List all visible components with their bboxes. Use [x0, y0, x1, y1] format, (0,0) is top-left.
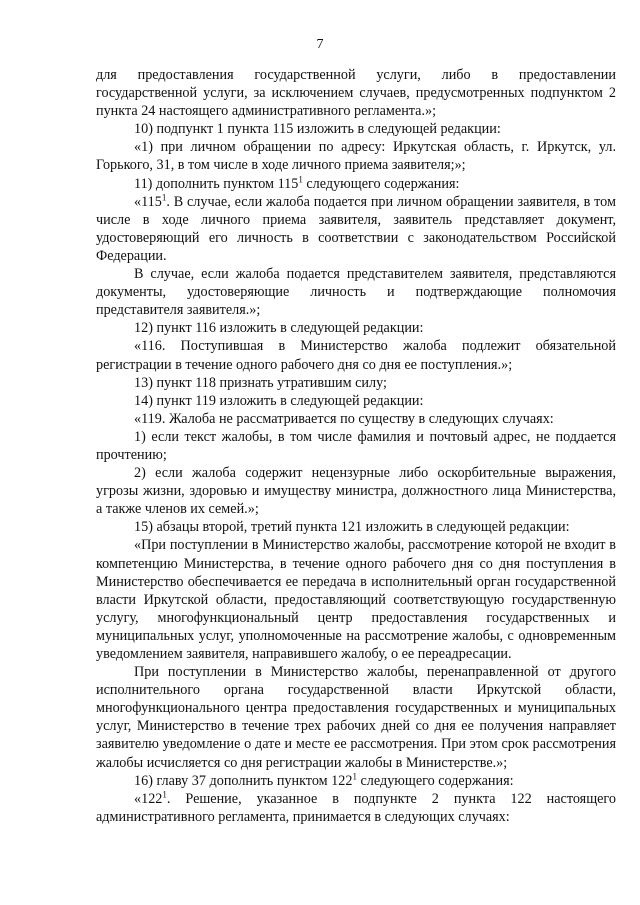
paragraph [96, 374, 616, 392]
paragraph-text: для предоставления государственной услуги, либо в предоставлении государственной услуги, за исключением случаев, предусмотренных подпунктом 2 пункта 24 настоящего административного регламента.»; [96, 67, 616, 120]
paragraph-text: следующего содержания: [302, 175, 460, 192]
paragraph [96, 410, 616, 428]
paragraph-text: 13) пункт 118 признать утратившим силу; [134, 374, 387, 391]
paragraph-text: 12) пункт 116 изложить в следующей редакции: [134, 320, 424, 337]
paragraph [96, 536, 616, 663]
paragraph-text: . В случае, если жалоба подается при личном обращении заявителя, в том числе в ходе личного приема заявителя, заявитель представляет документ, удостоверяющий его личность в соответствии с законодательством Российской Федерации. [96, 193, 616, 264]
paragraph-text: следующего содержания: [356, 772, 514, 789]
paragraph [96, 663, 616, 772]
paragraph-text: 14) пункт 119 изложить в следующей редакции: [134, 392, 424, 409]
superscript: 1 [161, 191, 167, 202]
paragraph-text: При поступлении в Министерство жалобы, перенаправленной от другого исполнительного органа государственной власти Иркутской области, многофункционального центра предоставления государственных и муниципальных услуг, Министерство в течение трех рабочих дней со дня ее получения направляет заявителю уведомление о дате и месте ее рассмотрения. При этом срок рассмотрения жалобы исчисляется со дня регистрации жалобы в Министерстве.»; [96, 664, 616, 771]
paragraph [96, 66, 616, 120]
superscript: 1 [352, 770, 357, 781]
paragraph-text: «115 [134, 193, 162, 210]
paragraph [96, 518, 616, 536]
paragraph [96, 175, 616, 193]
paragraph-text: «1) при личном обращении по адресу: Иркутская область, г. Иркутск, ул. Горького, 31, в том числе в ходе личного приема заявителя;»; [96, 139, 616, 174]
paragraph [96, 428, 616, 464]
paragraph-text: 2) если жалоба содержит нецензурные либо оскорбительные выражения, угрозы жизни, здоровью и имуществу министра, должностного лица Министерства, а также членов их семей.»; [96, 465, 616, 518]
paragraph-text: 1) если текст жалобы, в том числе фамилия и почтовый адрес, не поддается прочтению; [96, 428, 616, 463]
paragraph-text: 11) дополнить пунктом 115 [134, 175, 299, 192]
paragraph [96, 337, 616, 373]
paragraph [96, 138, 616, 174]
paragraph [96, 464, 616, 518]
paragraph-text: В случае, если жалоба подается представителем заявителя, представляются документы, удостоверяющие личность и подтверждающие полномочия представителя заявителя.»; [96, 266, 616, 319]
paragraph-text: 16) главу 37 дополнить пунктом 122 [134, 772, 353, 789]
paragraph [96, 319, 616, 337]
paragraph [96, 772, 616, 790]
paragraph [96, 120, 616, 138]
paragraph-text: «122 [134, 790, 163, 807]
paragraph [96, 790, 616, 826]
page-number: 7 [316, 37, 324, 52]
superscript: 1 [162, 789, 167, 800]
paragraph-text: «119. Жалоба не рассматривается по существу в следующих случаях: [134, 410, 554, 427]
paragraph-text: . Решение, указанное в подпункте 2 пункта 122 настоящего административного регламента, принимается в следующих случаях: [96, 790, 616, 825]
paragraph [96, 193, 616, 265]
paragraph [96, 265, 616, 319]
document-body [96, 66, 616, 826]
paragraph-text: 15) абзацы второй, третий пункта 121 изложить в следующей редакции: [134, 519, 570, 536]
superscript: 1 [298, 173, 303, 184]
paragraph-text: 10) подпункт 1 пункта 115 изложить в следующей редакции: [134, 121, 501, 138]
paragraph [96, 392, 616, 410]
paragraph-text: «При поступлении в Министерство жалобы, рассмотрение которой не входит в компетенцию Министерства, в течение одного рабочего дня со дня поступления в Министерство обеспечивается ее передача в исполнительный орган государственной власти Иркутской области, предоставляющий соответствующую государственную услугу, многофункциональный центр предоставления государственных и муниципальных услуг, уполномоченные на рассмотрение жалобы, с одновременным уведомлением заявителя, направившего жалобу, о ее переадресации. [96, 537, 616, 662]
paragraph-text: «116. Поступившая в Министерство жалоба подлежит обязательной регистрации в течение одного рабочего дня со дня ее поступления.»; [96, 338, 616, 373]
